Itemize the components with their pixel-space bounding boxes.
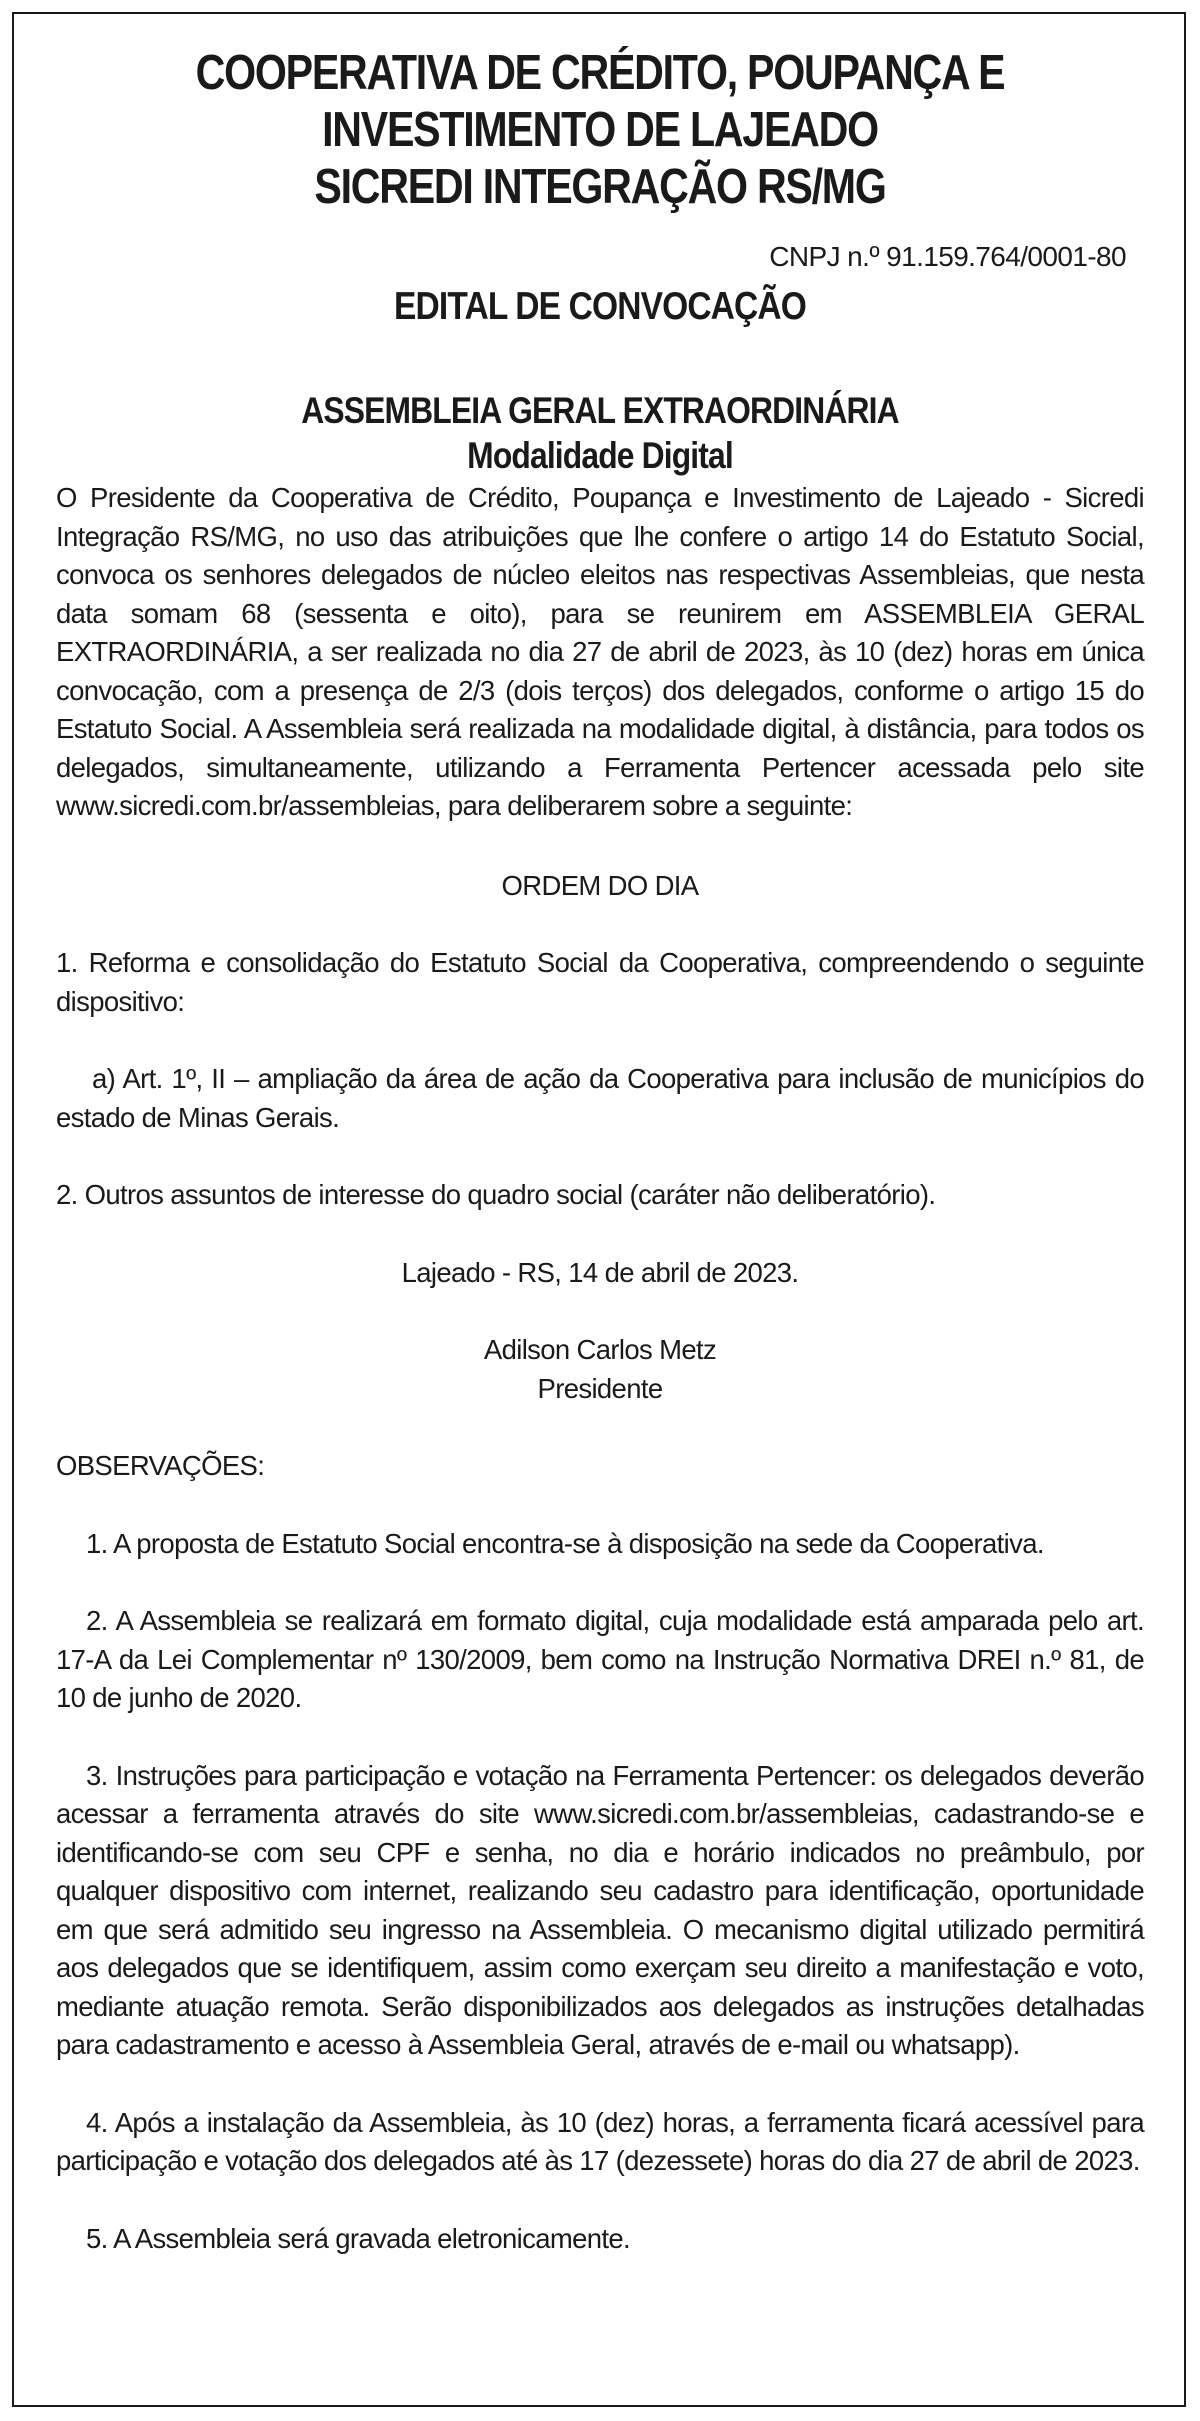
ordem-do-dia-heading: ORDEM DO DIA <box>501 869 699 901</box>
modalidade-heading: Modalidade Digital <box>467 435 733 476</box>
title-line-3: SICREDI INTEGRAÇÃO RS/MG <box>314 160 886 214</box>
agenda-item-1: 1. Reforma e consolidação do Estatuto Social da Cooperativa, compreendendo o seguinte dispositivo: <box>56 947 1144 1017</box>
agenda-item-1a: a) Art. 1º, II – ampliação da área de ação da Cooperativa para inclusão de municípios do estado de Minas Gerais. <box>56 1063 1144 1133</box>
agenda-item-2: 2. Outros assuntos de interesse do quadro social (caráter não deliberatório). <box>56 1179 936 1210</box>
signer-role: Presidente <box>537 1372 663 1404</box>
observacao-item-3: 3. Instruções para participação e votação na Ferramenta Pertencer: os delegados deverão acessar a ferramenta através do site www.sicredi.com.br/assembleias, cadastrando-se e identificando-se com seu CPF e senha, no dia e horário indicados no preâmbulo, por qualquer dispositivo com internet, realizando seu cadastro para identificação, oportunidade em que será admitido seu ingresso na Assembleia. O mecanismo digital utilizado permitirá aos delegados que se identifiquem, assim como exerçam seu direito a manifestação e voto, mediante atuação remota. Serão disponibilizados aos delegados as instruções detalhadas para cadastramento e acesso à Assembleia Geral, através de e-mail ou whatsapp). <box>56 1759 1144 2060</box>
title-line-1: COOPERATIVA DE CRÉDITO, POUPANÇA E <box>195 46 1005 100</box>
assembleia-heading: ASSEMBLEIA GERAL EXTRAORDINÁRIA <box>301 390 899 431</box>
intro-paragraph: O Presidente da Cooperativa de Crédito, Poupança e Investimento de Lajeado - Sicredi Integração RS/MG, no uso das atribuições que lhe confere o artigo 14 do Estatuto Social, convoca os senhores delegados de núcleo eleitos nas respectivas Assembleias, que nesta data somam 68 (sessenta e oito), para se reunirem em ASSEMBLEIA GERAL EXTRAORDINÁRIA, a ser realizada no dia 27 de abril de 2023, às 10 (dez) horas em única convocação, com a presença de 2/3 (dois terços) dos delegados, conforme o artigo 15 do Estatuto Social. A Assembleia será realizada na modalidade digital, à distância, para todos os delegados, simultaneamente, utilizando a Ferramenta Pertencer acessada pelo site www.sicredi.com.br/assembleias, para deliberarem sobre a seguinte: <box>56 482 1144 821</box>
notice-content <box>56 45 1144 2258</box>
title-line-2: INVESTIMENTO DE LAJEADO <box>322 103 878 157</box>
place-date: Lajeado - RS, 14 de abril de 2023. <box>401 1256 799 1288</box>
observacao-item-4: 4. Após a instalação da Assembleia, às 10 (dez) horas, a ferramenta ficará acessível para participação e votação dos delegados até às 17 (dezessete) horas do dia 27 de abril de 2023. <box>56 2106 1144 2176</box>
cnpj-number: CNPJ n.º 91.159.764/0001-80 <box>769 241 1126 272</box>
signer-name: Adilson Carlos Metz <box>483 1334 717 1365</box>
cooperative-title <box>143 45 1057 216</box>
observacoes-heading: OBSERVAÇÕES: <box>56 1450 265 1481</box>
observacao-item-5: 5. A Assembleia será gravada eletronicamente. <box>86 2222 631 2254</box>
signature-block <box>56 1331 1144 1408</box>
observacao-item-1: 1. A proposta de Estatuto Social encontra-se à disposição na sede da Cooperativa. <box>86 1527 1044 1559</box>
edital-heading: EDITAL DE CONVOCAÇÃO <box>393 285 806 328</box>
observacao-item-2: 2. A Assembleia se realizará em formato digital, cuja modalidade está amparada pelo art. 17-A da Lei Complementar nº 130/2009, bem como na Instrução Normativa DREI n.º 81, de 10 de junho de 2020. <box>56 1605 1144 1713</box>
